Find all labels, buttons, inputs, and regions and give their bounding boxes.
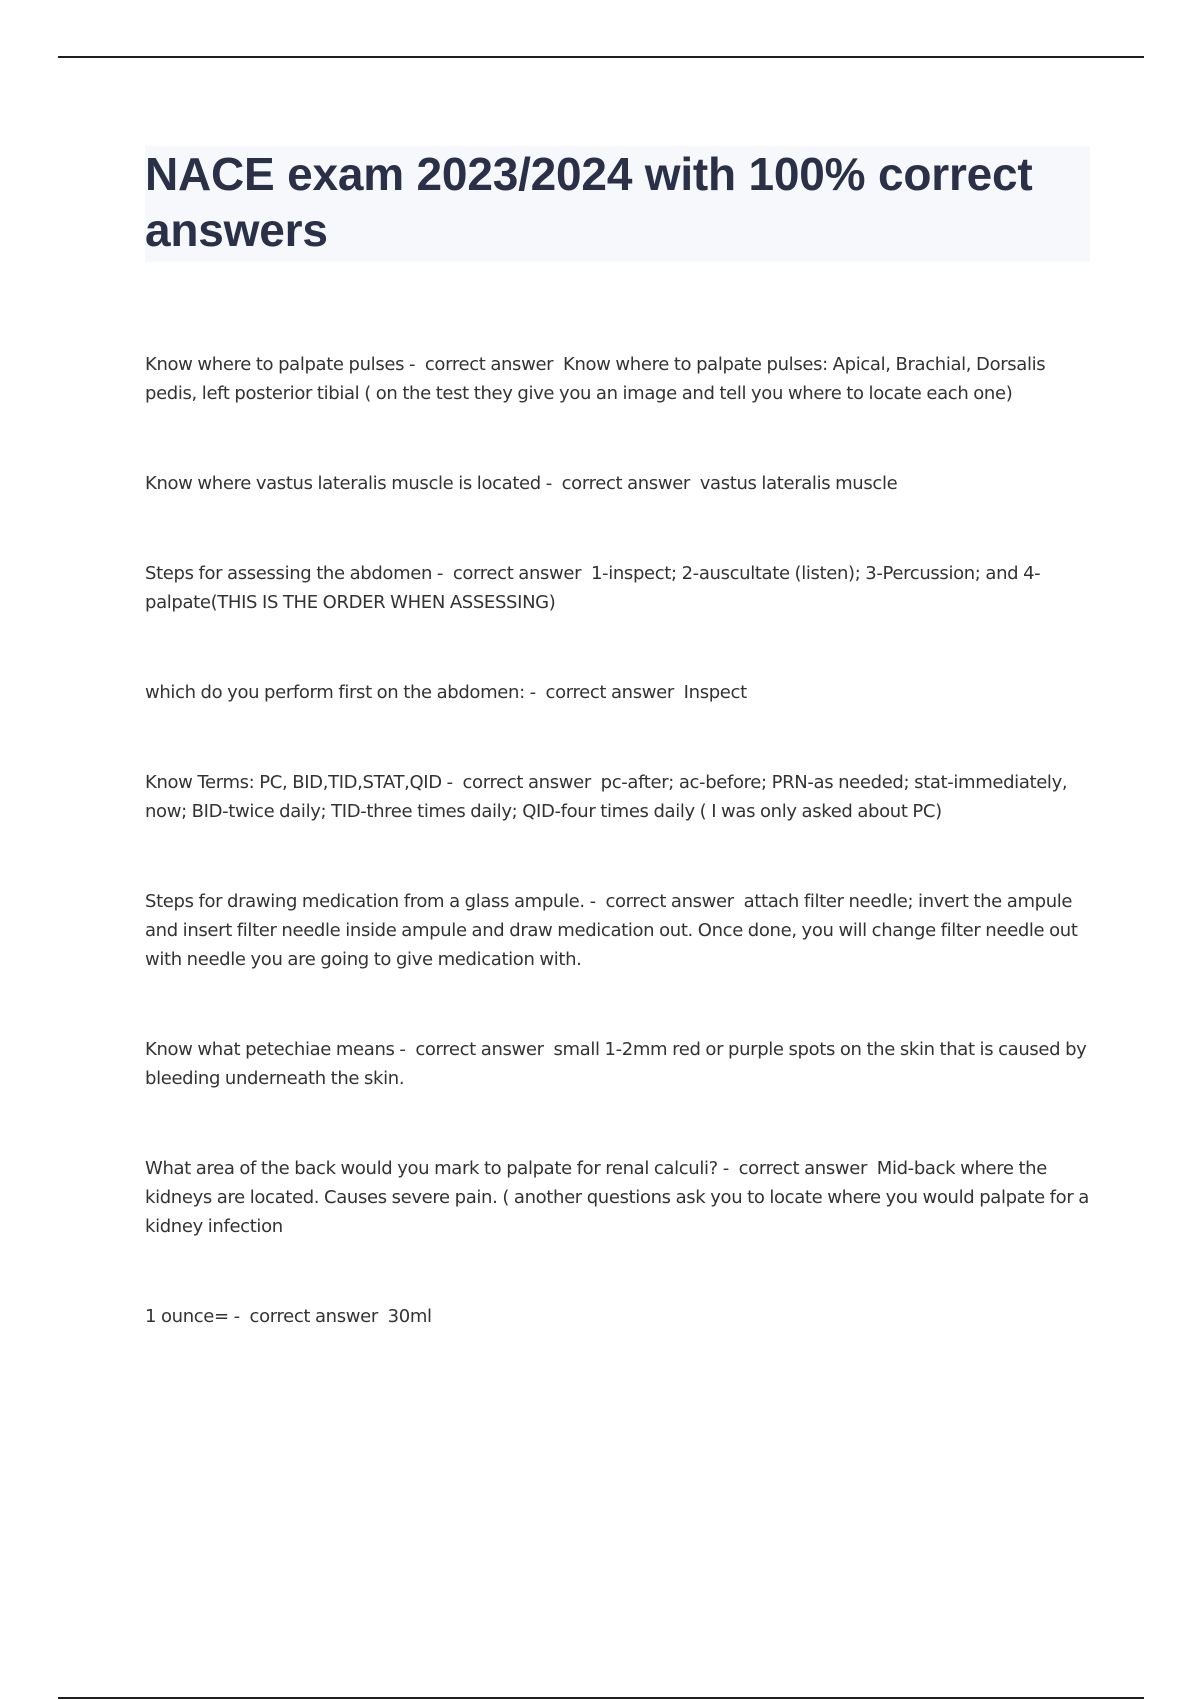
- qa-item-pulses: [145, 350, 1090, 408]
- answer-label: correct answer: [415, 1039, 544, 1060]
- question-text: Steps for drawing medication from a glass ampule.: [145, 891, 585, 912]
- separator: -: [432, 563, 453, 584]
- separator: -: [441, 772, 463, 793]
- qa-item-terms: [145, 768, 1090, 826]
- top-rule: [58, 56, 1144, 58]
- qa-item-glass-ampule: [145, 887, 1090, 974]
- answer-text: 1-inspect; 2-auscultate (listen); 3-Percussion; and 4-palpate(THIS IS THE ORDER WHEN ASSESSING): [145, 563, 1041, 613]
- answer-text: pc-after; ac-before; PRN-as needed; stat-immediately, now; BID-twice daily; TID-three times daily; QID-four times daily ( I was only asked about PC): [145, 772, 1068, 822]
- separator: -: [584, 891, 606, 912]
- question-text: Know where to palpate pulses: [145, 354, 405, 375]
- question-text: Know what petechiae means: [145, 1039, 395, 1060]
- separator: -: [404, 354, 425, 375]
- answer-text: Know where to palpate pulses: Apical, Brachial, Dorsalis pedis, left posterior tibial ( on the test they give you an image and tell you where to locate each one): [145, 354, 1046, 404]
- answer-label: correct answer: [605, 891, 734, 912]
- question-text: Steps for assessing the abdomen: [145, 563, 433, 584]
- document-page: [145, 146, 1090, 1392]
- separator: -: [228, 1306, 250, 1327]
- answer-label: correct answer: [424, 354, 554, 375]
- question-text: which do you perform first on the abdomen:: [145, 682, 525, 703]
- answer-text: Inspect: [683, 682, 747, 703]
- separator: -: [540, 473, 562, 494]
- bottom-rule: [58, 1697, 1144, 1699]
- answer-label: correct answer: [738, 1158, 868, 1179]
- separator: -: [717, 1158, 739, 1179]
- answer-text: 30ml: [387, 1306, 432, 1327]
- qa-item-abdomen-steps: [145, 559, 1090, 617]
- qa-item-petechiae: [145, 1035, 1090, 1093]
- answer-text: vastus lateralis muscle: [699, 473, 898, 494]
- answer-label: correct answer: [249, 1306, 378, 1327]
- question-text: 1 ounce=: [145, 1306, 229, 1327]
- question-text: What area of the back would you mark to palpate for renal calculi?: [145, 1158, 718, 1179]
- answer-text: attach filter needle; invert the ampule and insert filter needle inside ampule and draw medication out. Once done, you will change filter needle out with needle you are going to give medication with.: [145, 891, 1078, 970]
- document-title: NACE exam 2023/2024 with 100% correct answers: [145, 148, 1033, 256]
- answer-label: correct answer: [561, 473, 690, 494]
- qa-item-abdomen-first: [145, 678, 1090, 707]
- answer-text: Mid-back where the kidneys are located. Causes severe pain. ( another questions ask you to locate where you would palpate for a kidney infection: [145, 1158, 1089, 1237]
- answer-label: correct answer: [452, 563, 582, 584]
- qa-item-ounce: [145, 1302, 1090, 1331]
- title-block: [145, 146, 1090, 262]
- separator: -: [394, 1039, 416, 1060]
- question-text: Know Terms: PC, BID,TID,STAT,QID: [145, 772, 442, 793]
- answer-label: correct answer: [462, 772, 591, 793]
- answer-text: small 1-2mm red or purple spots on the skin that is caused by bleeding underneath the skin.: [145, 1039, 1087, 1089]
- answer-label: correct answer: [545, 682, 674, 703]
- separator: -: [524, 682, 546, 703]
- qa-list: [145, 350, 1090, 1331]
- question-text: Know where vastus lateralis muscle is located: [145, 473, 541, 494]
- qa-item-renal-calculi: [145, 1154, 1090, 1241]
- qa-item-vastus-lateralis: [145, 469, 1090, 498]
